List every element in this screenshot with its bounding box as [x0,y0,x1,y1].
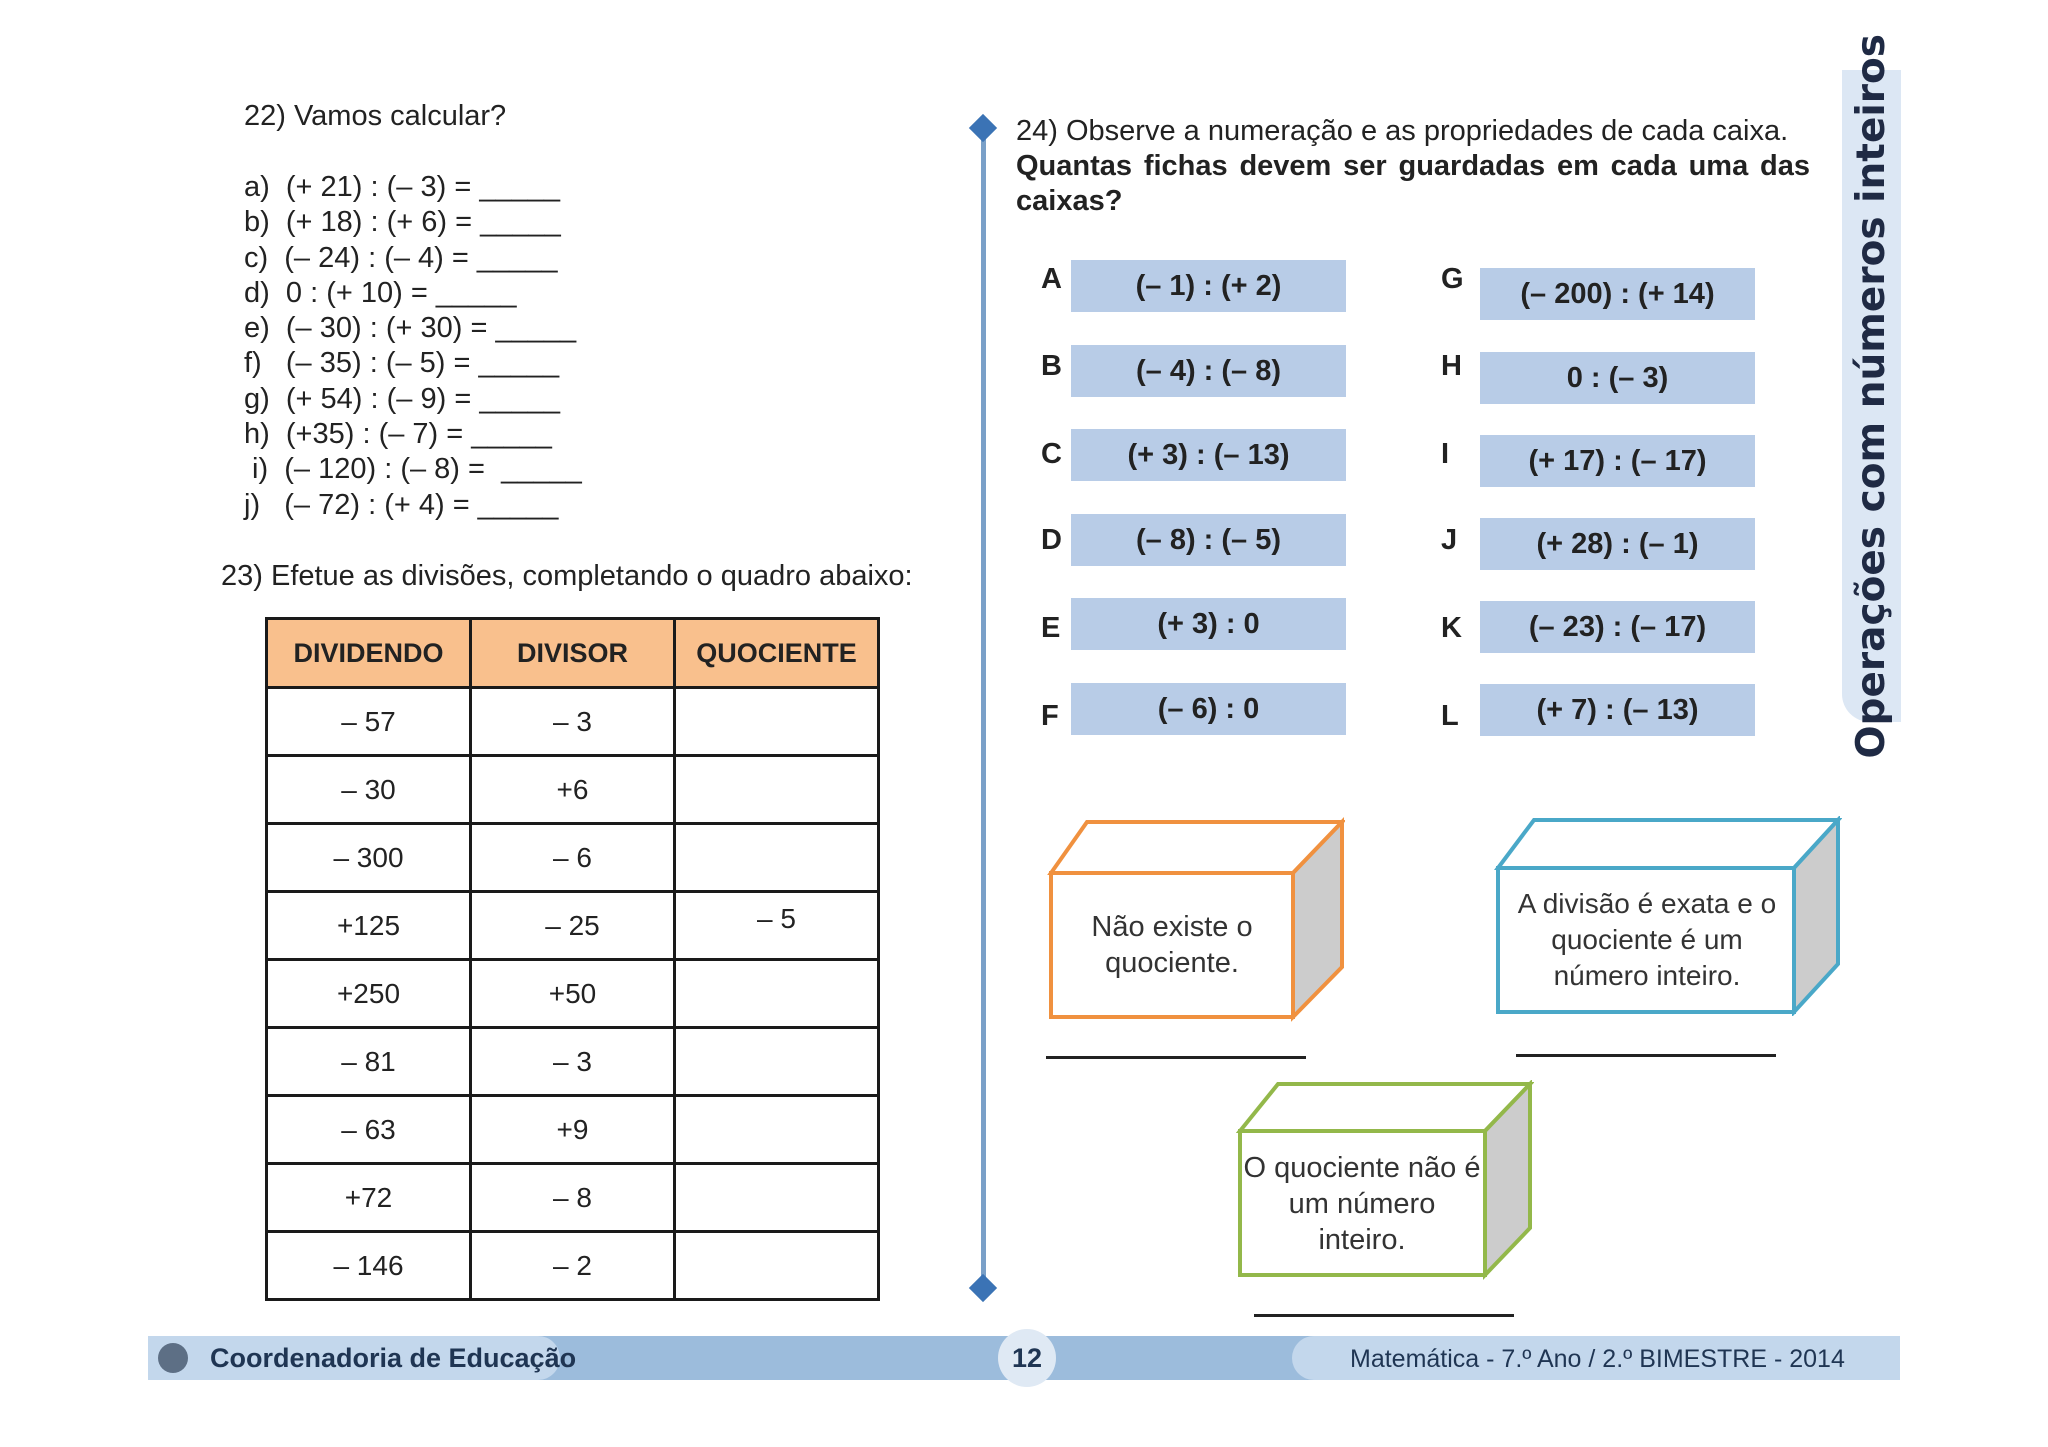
cell-quotient[interactable] [675,1232,879,1300]
box-expr-d: (– 8) : (– 5) [1071,514,1346,566]
q22-list [244,170,582,523]
cell-divisor: – 3 [471,1028,675,1096]
cell-quotient[interactable] [675,1164,879,1232]
divider-bottom-diamond [969,1274,997,1302]
seal-icon [158,1343,188,1373]
box-expr-b: (– 4) : (– 8) [1071,345,1346,397]
table-row [267,756,879,824]
table-header-row [267,619,879,688]
division-table [265,617,880,1301]
q22-item-i: i) (– 120) : (– 8) = _____ [244,453,582,486]
cell-divisor: – 6 [471,824,675,892]
cube-blue-label: A divisão é exata e o quociente é um número inteiro. [1517,887,1777,991]
q22-item-f: f) (– 35) : (– 5) = _____ [244,347,560,380]
q22-item-c: c) (– 24) : (– 4) = _____ [244,241,558,274]
q22-item-j: j) (– 72) : (+ 4) = _____ [244,488,559,521]
table-row [267,1028,879,1096]
cell-dividend: – 63 [267,1096,471,1164]
q24-question: Quantas fichas devem ser guardadas em cada uma das caixas? [1016,150,1810,217]
header-dividendo: DIVIDENDO [267,619,471,688]
box-letter-b: B [1041,350,1062,382]
q24-prompt [1016,114,1810,219]
box-expr-h: 0 : (– 3) [1480,352,1755,404]
box-letter-k: K [1441,612,1462,644]
q24-intro: 24) Observe a numeração e as propriedades de cada caixa. [1016,115,1789,147]
q22-item-a: a) (+ 21) : (– 3) = _____ [244,171,560,203]
cube-green-label: O quociente não é um número inteiro. [1243,1152,1481,1256]
q22-title: 22) Vamos calcular? [244,100,507,132]
q22-item-h: h) (+35) : (– 7) = _____ [244,418,552,451]
column-divider [981,124,986,1292]
header-divisor: DIVISOR [471,619,675,688]
table-row [267,892,879,960]
answer-line-green[interactable] [1254,1314,1514,1317]
box-letter-j: J [1441,524,1458,556]
box-expr-i: (+ 17) : (– 17) [1480,435,1755,487]
box-letter-g: G [1441,263,1464,295]
cell-quotient[interactable] [675,756,879,824]
box-expr-l: (+ 7) : (– 13) [1480,684,1755,736]
table-row [267,688,879,756]
cell-divisor: – 2 [471,1232,675,1300]
box-letter-f: F [1041,700,1059,732]
cell-divisor: +50 [471,960,675,1028]
page-number: 12 [998,1329,1056,1387]
cell-divisor: – 8 [471,1164,675,1232]
cell-quotient[interactable] [675,824,879,892]
q22-item-d: d) 0 : (+ 10) = _____ [244,276,517,309]
header-quociente: QUOCIENTE [675,619,879,688]
box-letter-e: E [1041,612,1061,644]
side-tab-text: Operações com números inteiros [1849,33,1894,759]
box-expr-j: (+ 28) : (– 1) [1480,518,1755,570]
box-letter-d: D [1041,524,1062,556]
box-letter-i: I [1441,438,1450,470]
table-row [267,1096,879,1164]
footer-course: Matemática - 7.º Ano / 2.º BIMESTRE - 2014 [1350,1345,1845,1373]
box-letter-c: C [1041,438,1062,470]
box-letter-h: H [1441,350,1462,382]
cell-divisor: – 25 [471,892,675,960]
box-expr-a: (– 1) : (+ 2) [1071,260,1346,312]
box-expr-k: (– 23) : (– 17) [1480,601,1755,653]
cell-divisor: – 3 [471,688,675,756]
cell-dividend: – 81 [267,1028,471,1096]
box-expr-e: (+ 3) : 0 [1071,598,1346,650]
q22-item-e: e) (– 30) : (+ 30) = _____ [244,312,577,345]
table-row [267,1232,879,1300]
side-tab-label [1842,33,1901,759]
cell-dividend: – 57 [267,688,471,756]
answer-line-orange[interactable] [1046,1056,1306,1059]
table-row [267,960,879,1028]
cell-quotient[interactable]: – 5 [675,892,879,960]
cube-orange-label: Não existe o quociente. [1091,911,1253,979]
box-expr-f: (– 6) : 0 [1071,683,1346,735]
cell-dividend: +125 [267,892,471,960]
box-expr-c: (+ 3) : (– 13) [1071,429,1346,481]
cell-dividend: – 300 [267,824,471,892]
q22-item-g: g) (+ 54) : (– 9) = _____ [244,382,560,415]
cell-quotient[interactable] [675,960,879,1028]
cell-quotient[interactable] [675,688,879,756]
q22-item-b: b) (+ 18) : (+ 6) = _____ [244,206,561,239]
cell-dividend: – 146 [267,1232,471,1300]
q23-title: 23) Efetue as divisões, completando o quadro abaixo: [221,560,913,592]
box-letter-l: L [1441,700,1459,732]
table-row [267,1164,879,1232]
cell-divisor: +9 [471,1096,675,1164]
divider-top-diamond [969,114,997,142]
footer-org: Coordenadoria de Educação [210,1343,577,1373]
cell-dividend: +72 [267,1164,471,1232]
table-row [267,824,879,892]
answer-line-blue[interactable] [1516,1054,1776,1057]
box-letter-a: A [1041,263,1062,295]
cell-dividend: – 30 [267,756,471,824]
cell-dividend: +250 [267,960,471,1028]
cell-divisor: +6 [471,756,675,824]
box-expr-g: (– 200) : (+ 14) [1480,268,1755,320]
cell-quotient[interactable] [675,1096,879,1164]
cell-quotient[interactable] [675,1028,879,1096]
